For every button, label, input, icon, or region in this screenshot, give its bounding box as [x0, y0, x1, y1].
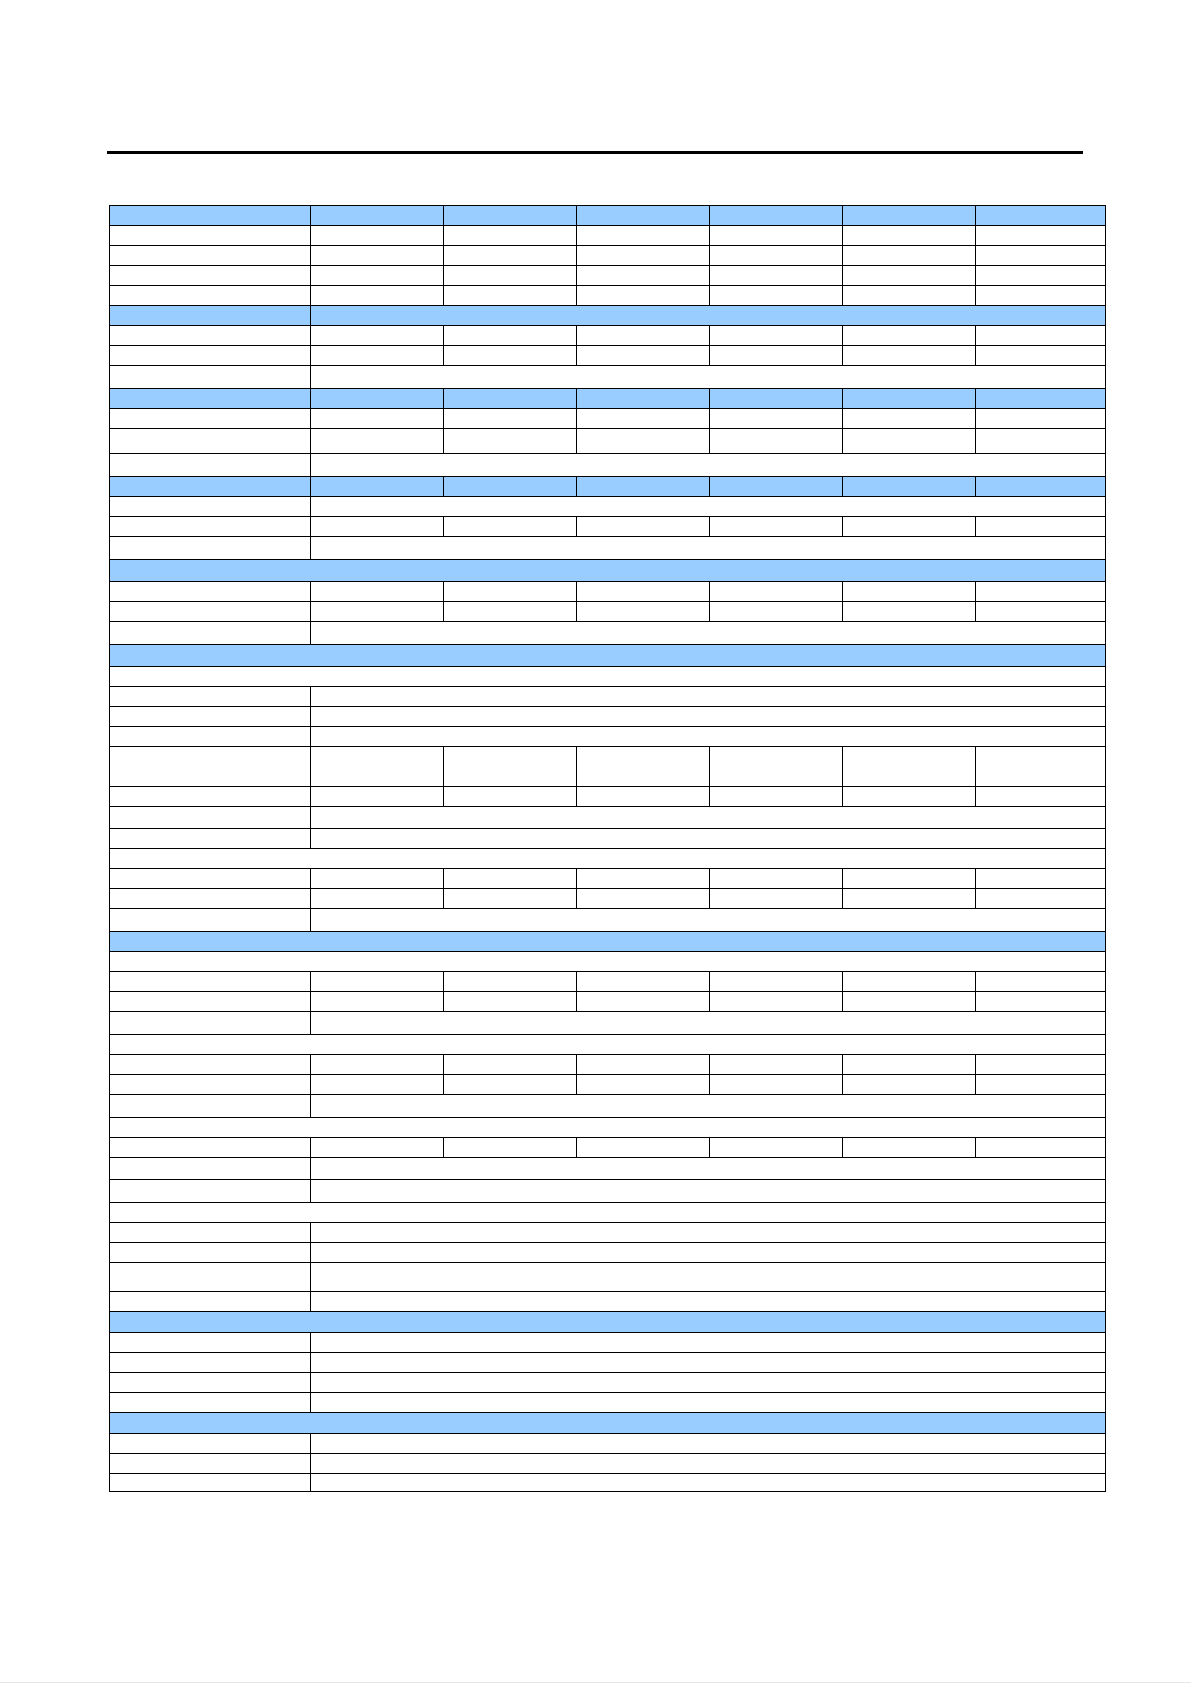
- value-cell: [709, 205, 842, 225]
- row-label-cell: [109, 1157, 310, 1179]
- table-row: [109, 1011, 1106, 1034]
- value-cell: [443, 516, 576, 536]
- row-label-cell: [109, 496, 310, 516]
- row-label-cell: [109, 746, 310, 786]
- value-cell: [975, 428, 1106, 453]
- value-cell: [443, 786, 576, 806]
- value-cell: [443, 1054, 576, 1074]
- table-row: [109, 1137, 1106, 1157]
- value-cell: [443, 1137, 576, 1157]
- row-label-cell: [109, 1453, 310, 1473]
- value-cell: [709, 991, 842, 1011]
- value-cell: [842, 428, 975, 453]
- row-label-cell: [109, 1117, 1106, 1137]
- table-row: [109, 686, 1106, 706]
- value-cell: [443, 428, 576, 453]
- table-row: [109, 908, 1106, 931]
- value-cell: [310, 516, 443, 536]
- table-row: [109, 621, 1106, 644]
- row-label-cell: [109, 1412, 1106, 1433]
- value-cell: [310, 726, 1106, 746]
- value-cell: [709, 408, 842, 428]
- value-cell: [975, 786, 1106, 806]
- value-cell: [310, 971, 443, 991]
- row-label-cell: [109, 848, 1106, 868]
- table-row: [109, 1473, 1106, 1492]
- value-cell: [310, 305, 1106, 325]
- value-cell: [310, 1262, 1106, 1291]
- value-cell: [310, 1094, 1106, 1117]
- table-row: [109, 888, 1106, 908]
- value-cell: [443, 285, 576, 305]
- value-cell: [576, 516, 709, 536]
- value-cell: [709, 225, 842, 245]
- value-cell: [842, 1054, 975, 1074]
- table-row: [109, 1074, 1106, 1094]
- value-cell: [842, 408, 975, 428]
- row-label-cell: [109, 265, 310, 285]
- value-cell: [975, 476, 1106, 496]
- row-label-cell: [109, 868, 310, 888]
- row-label-cell: [109, 1352, 310, 1372]
- value-cell: [709, 285, 842, 305]
- value-cell: [310, 325, 443, 345]
- row-label-cell: [109, 1473, 310, 1492]
- value-cell: [842, 205, 975, 225]
- row-label-cell: [109, 726, 310, 746]
- row-label-cell: [109, 1433, 310, 1453]
- value-cell: [443, 325, 576, 345]
- value-cell: [975, 888, 1106, 908]
- value-cell: [842, 971, 975, 991]
- value-cell: [576, 1137, 709, 1157]
- value-cell: [310, 496, 1106, 516]
- table-row: [109, 1332, 1106, 1352]
- row-label-cell: [109, 601, 310, 621]
- value-cell: [709, 516, 842, 536]
- value-cell: [709, 345, 842, 365]
- section-header-row: [109, 1412, 1106, 1433]
- row-label-cell: [109, 971, 310, 991]
- value-cell: [310, 225, 443, 245]
- row-label-cell: [109, 245, 310, 265]
- value-cell: [443, 225, 576, 245]
- value-cell: [310, 581, 443, 601]
- value-cell: [576, 786, 709, 806]
- value-cell: [576, 1054, 709, 1074]
- value-cell: [709, 476, 842, 496]
- value-cell: [576, 225, 709, 245]
- row-label-cell: [109, 225, 310, 245]
- table-row: [109, 245, 1106, 265]
- value-cell: [842, 265, 975, 285]
- table-row: [109, 991, 1106, 1011]
- value-cell: [443, 746, 576, 786]
- value-cell: [709, 786, 842, 806]
- page-bottom-edge: [0, 1682, 1191, 1683]
- row-label-cell: [109, 476, 310, 496]
- row-label-cell: [109, 408, 310, 428]
- row-label-cell: [109, 205, 310, 225]
- specification-table: [109, 205, 1106, 1492]
- value-cell: [842, 601, 975, 621]
- value-cell: [842, 245, 975, 265]
- value-cell: [310, 1352, 1106, 1372]
- value-cell: [310, 1137, 443, 1157]
- table-row: [109, 1372, 1106, 1392]
- row-label-cell: [109, 1179, 310, 1202]
- value-cell: [709, 265, 842, 285]
- value-cell: [576, 265, 709, 285]
- table-row: [109, 265, 1106, 285]
- value-cell: [975, 225, 1106, 245]
- value-cell: [310, 1453, 1106, 1473]
- value-cell: [709, 1074, 842, 1094]
- value-cell: [975, 325, 1106, 345]
- value-cell: [310, 621, 1106, 644]
- value-cell: [709, 746, 842, 786]
- row-label-cell: [109, 536, 310, 559]
- section-header-row: [109, 931, 1106, 951]
- table-row: [109, 706, 1106, 726]
- value-cell: [842, 476, 975, 496]
- table-row: [109, 1222, 1106, 1242]
- row-label-cell: [109, 908, 310, 931]
- value-cell: [310, 806, 1106, 828]
- value-cell: [310, 245, 443, 265]
- table-row: [109, 1262, 1106, 1291]
- value-cell: [443, 476, 576, 496]
- value-cell: [576, 428, 709, 453]
- row-label-cell: [109, 1311, 1106, 1332]
- section-header-row: [109, 644, 1106, 666]
- value-cell: [443, 971, 576, 991]
- value-cell: [443, 601, 576, 621]
- value-cell: [576, 285, 709, 305]
- table-row: [109, 1202, 1106, 1222]
- value-cell: [709, 245, 842, 265]
- row-label-cell: [109, 388, 310, 408]
- table-row: [109, 951, 1106, 971]
- row-label-cell: [109, 1332, 310, 1352]
- row-label-cell: [109, 888, 310, 908]
- table-row: [109, 786, 1106, 806]
- table-row: [109, 1291, 1106, 1311]
- value-cell: [709, 1137, 842, 1157]
- value-cell: [310, 1011, 1106, 1034]
- value-cell: [576, 388, 709, 408]
- value-cell: [310, 828, 1106, 848]
- section-header-row: [109, 559, 1106, 581]
- value-cell: [310, 991, 443, 1011]
- value-cell: [842, 888, 975, 908]
- section-header-row: [109, 205, 1106, 225]
- row-label-cell: [109, 1054, 310, 1074]
- value-cell: [842, 225, 975, 245]
- value-cell: [576, 205, 709, 225]
- row-label-cell: [109, 285, 310, 305]
- value-cell: [709, 1054, 842, 1074]
- value-cell: [576, 1074, 709, 1094]
- table-row: [109, 285, 1106, 305]
- value-cell: [709, 428, 842, 453]
- table-row: [109, 365, 1106, 388]
- value-cell: [310, 476, 443, 496]
- value-cell: [709, 388, 842, 408]
- value-cell: [576, 345, 709, 365]
- table-row: [109, 496, 1106, 516]
- table-row: [109, 1034, 1106, 1054]
- value-cell: [443, 1074, 576, 1094]
- value-cell: [975, 746, 1106, 786]
- value-cell: [310, 1242, 1106, 1262]
- value-cell: [709, 971, 842, 991]
- table-row: [109, 1117, 1106, 1137]
- value-cell: [443, 388, 576, 408]
- table-row: [109, 1157, 1106, 1179]
- value-cell: [310, 686, 1106, 706]
- value-cell: [842, 581, 975, 601]
- value-cell: [709, 868, 842, 888]
- value-cell: [310, 1332, 1106, 1352]
- value-cell: [975, 205, 1106, 225]
- value-cell: [975, 388, 1106, 408]
- row-label-cell: [109, 1094, 310, 1117]
- value-cell: [975, 601, 1106, 621]
- value-cell: [443, 345, 576, 365]
- table-row: [109, 453, 1106, 476]
- value-cell: [443, 868, 576, 888]
- row-label-cell: [109, 706, 310, 726]
- row-label-cell: [109, 931, 1106, 951]
- value-cell: [842, 746, 975, 786]
- table-row: [109, 601, 1106, 621]
- row-label-cell: [109, 1202, 1106, 1222]
- value-cell: [443, 991, 576, 1011]
- row-label-cell: [109, 1242, 310, 1262]
- table-row: [109, 1179, 1106, 1202]
- value-cell: [576, 245, 709, 265]
- value-cell: [310, 706, 1106, 726]
- value-cell: [975, 265, 1106, 285]
- value-cell: [975, 1074, 1106, 1094]
- value-cell: [975, 581, 1106, 601]
- value-cell: [310, 746, 443, 786]
- value-cell: [310, 536, 1106, 559]
- value-cell: [310, 388, 443, 408]
- value-cell: [842, 516, 975, 536]
- row-label-cell: [109, 806, 310, 828]
- value-cell: [310, 285, 443, 305]
- value-cell: [975, 868, 1106, 888]
- row-label-cell: [109, 305, 310, 325]
- table-row: [109, 325, 1106, 345]
- table-row: [109, 726, 1106, 746]
- value-cell: [443, 265, 576, 285]
- table-row: [109, 746, 1106, 786]
- value-cell: [310, 453, 1106, 476]
- value-cell: [576, 581, 709, 601]
- value-cell: [842, 1137, 975, 1157]
- value-cell: [310, 1372, 1106, 1392]
- row-label-cell: [109, 644, 1106, 666]
- value-cell: [443, 888, 576, 908]
- row-label-cell: [109, 453, 310, 476]
- value-cell: [709, 601, 842, 621]
- table-row: [109, 1094, 1106, 1117]
- value-cell: [310, 428, 443, 453]
- table-row: [109, 1392, 1106, 1412]
- section-header-row: [109, 476, 1106, 496]
- row-label-cell: [109, 786, 310, 806]
- value-cell: [975, 1054, 1106, 1074]
- section-header-row: [109, 388, 1106, 408]
- value-cell: [443, 245, 576, 265]
- value-cell: [310, 205, 443, 225]
- row-label-cell: [109, 365, 310, 388]
- row-label-cell: [109, 516, 310, 536]
- row-label-cell: [109, 1291, 310, 1311]
- value-cell: [975, 408, 1106, 428]
- value-cell: [842, 345, 975, 365]
- table-row: [109, 828, 1106, 848]
- value-cell: [576, 746, 709, 786]
- row-label-cell: [109, 1222, 310, 1242]
- row-label-cell: [109, 581, 310, 601]
- value-cell: [842, 388, 975, 408]
- value-cell: [310, 345, 443, 365]
- value-cell: [975, 971, 1106, 991]
- table-row: [109, 848, 1106, 868]
- table-row: [109, 428, 1106, 453]
- table-row: [109, 868, 1106, 888]
- value-cell: [975, 245, 1106, 265]
- value-cell: [576, 868, 709, 888]
- table-row: [109, 971, 1106, 991]
- row-label-cell: [109, 1262, 310, 1291]
- value-cell: [310, 1054, 443, 1074]
- value-cell: [842, 325, 975, 345]
- row-label-cell: [109, 828, 310, 848]
- value-cell: [310, 408, 443, 428]
- value-cell: [310, 786, 443, 806]
- table-row: [109, 225, 1106, 245]
- title-divider-line: [107, 151, 1083, 154]
- table-row: [109, 581, 1106, 601]
- table-row: [109, 666, 1106, 686]
- value-cell: [975, 1137, 1106, 1157]
- value-cell: [842, 868, 975, 888]
- row-label-cell: [109, 1372, 310, 1392]
- value-cell: [310, 1179, 1106, 1202]
- table-row: [109, 1433, 1106, 1453]
- value-cell: [842, 786, 975, 806]
- row-label-cell: [109, 559, 1106, 581]
- row-label-cell: [109, 991, 310, 1011]
- value-cell: [443, 581, 576, 601]
- row-label-cell: [109, 1011, 310, 1034]
- value-cell: [310, 1392, 1106, 1412]
- table-row: [109, 1453, 1106, 1473]
- value-cell: [975, 516, 1106, 536]
- value-cell: [310, 365, 1106, 388]
- row-label-cell: [109, 666, 1106, 686]
- value-cell: [310, 1157, 1106, 1179]
- section-header-row: [109, 1311, 1106, 1332]
- row-label-cell: [109, 686, 310, 706]
- value-cell: [310, 1291, 1106, 1311]
- value-cell: [975, 345, 1106, 365]
- value-cell: [709, 581, 842, 601]
- table-row: [109, 1054, 1106, 1074]
- row-label-cell: [109, 951, 1106, 971]
- value-cell: [310, 888, 443, 908]
- value-cell: [443, 205, 576, 225]
- value-cell: [576, 408, 709, 428]
- value-cell: [576, 601, 709, 621]
- value-cell: [709, 325, 842, 345]
- row-label-cell: [109, 325, 310, 345]
- value-cell: [576, 971, 709, 991]
- value-cell: [576, 888, 709, 908]
- value-cell: [576, 991, 709, 1011]
- table-row: [109, 345, 1106, 365]
- table-row: [109, 1242, 1106, 1262]
- table-row: [109, 806, 1106, 828]
- value-cell: [443, 408, 576, 428]
- value-cell: [975, 991, 1106, 1011]
- row-label-cell: [109, 1074, 310, 1094]
- row-label-cell: [109, 1034, 1106, 1054]
- value-cell: [842, 1074, 975, 1094]
- table-row: [109, 408, 1106, 428]
- row-label-cell: [109, 345, 310, 365]
- value-cell: [310, 1473, 1106, 1492]
- value-cell: [310, 868, 443, 888]
- value-cell: [576, 476, 709, 496]
- value-cell: [310, 1074, 443, 1094]
- value-cell: [842, 991, 975, 1011]
- value-cell: [310, 1222, 1106, 1242]
- row-label-cell: [109, 621, 310, 644]
- table-row: [109, 516, 1106, 536]
- value-cell: [310, 601, 443, 621]
- row-label-cell: [109, 428, 310, 453]
- value-cell: [975, 285, 1106, 305]
- value-cell: [576, 325, 709, 345]
- table-row: [109, 1352, 1106, 1372]
- value-cell: [709, 888, 842, 908]
- value-cell: [310, 1433, 1106, 1453]
- value-cell: [310, 265, 443, 285]
- value-cell: [842, 285, 975, 305]
- section-header-row: [109, 305, 1106, 325]
- row-label-cell: [109, 1392, 310, 1412]
- value-cell: [310, 908, 1106, 931]
- row-label-cell: [109, 1137, 310, 1157]
- table-row: [109, 536, 1106, 559]
